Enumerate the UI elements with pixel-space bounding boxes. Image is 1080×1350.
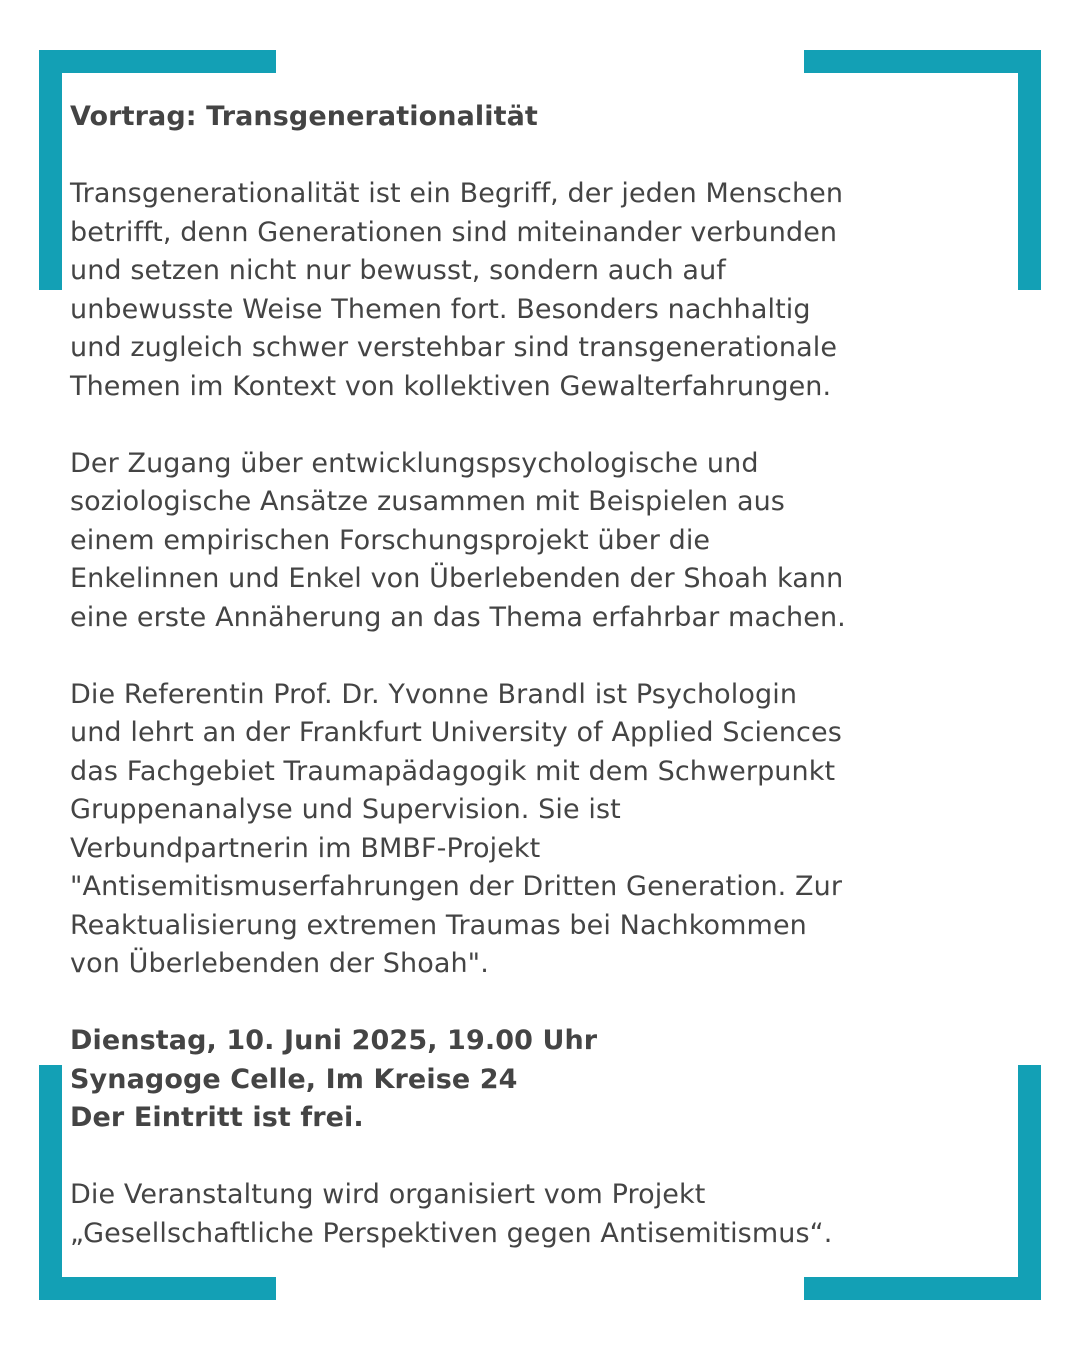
approach-line: Der Zugang über entwicklungspsychologische und [70,447,759,479]
approach-line: eine erste Annäherung an das Thema erfahrbar machen. [70,601,846,633]
frame-corner-bottom-right-vertical [1018,1065,1041,1300]
event-date: Dienstag, 10. Juni 2025, 19.00 Uhr [70,1025,598,1056]
speaker-line: "Antisemitismuserfahrungen der Dritten Generation. Zur [70,871,843,902]
approach-paragraph [70,445,1015,638]
frame-corner-top-right-vertical [1018,50,1041,290]
organizer-paragraph [70,1176,1015,1253]
speaker-line: Verbundpartnerin im BMBF-Projekt [70,832,541,864]
page-title [70,98,1015,137]
frame-corner-top-right-horizontal [804,50,1041,73]
intro-line: unbewusste Weise Themen fort. Besonders nachhaltig [70,293,811,325]
intro-line: Themen im Kontext von kollektiven Gewalterfahrungen. [70,370,832,402]
speaker-paragraph [70,676,1015,984]
event-location: Synagoge Celle, Im Kreise 24 [70,1063,518,1095]
intro-paragraph [70,175,1015,406]
frame-corner-bottom-left-horizontal [39,1277,276,1300]
event-details [70,1022,1015,1138]
speaker-line: das Fachgebiet Traumapädagogik mit dem Schwerpunkt [70,755,836,787]
approach-line: Enkelinnen und Enkel von Überlebenden der Shoah kann [70,563,844,594]
speaker-line: Gruppenanalyse und Supervision. Sie ist [70,794,621,825]
frame-corner-bottom-left-vertical [39,1065,62,1300]
approach-line: soziologische Ansätze zusammen mit Beispielen aus [70,486,785,517]
speaker-line: Die Referentin Prof. Dr. Yvonne Brandl ist Psychologin [70,678,798,710]
intro-line: und zugleich schwer verstehbar sind transgenerationale [70,332,838,363]
speaker-line: von Überlebenden der Shoah". [70,948,489,979]
intro-line: Transgenerationalität ist ein Begriff, der jeden Menschen [70,178,844,209]
organizer-line: Die Veranstaltung wird organisiert vom Projekt [70,1179,706,1210]
approach-line: einem empirischen Forschungsprojekt über die [70,524,711,556]
intro-line: betrifft, denn Generationen sind miteinander verbunden [70,216,838,248]
announcement-text [70,98,1015,1253]
speaker-line: und lehrt an der Frankfurt University of Applied Sciences [70,717,842,748]
frame-corner-top-left-horizontal [39,50,276,73]
organizer-line: „Gesellschaftliche Perspektiven gegen Antisemitismus“. [70,1217,833,1249]
event-admission: Der Eintritt ist frei. [70,1102,364,1133]
intro-line: und setzen nicht nur bewusst, sondern auch auf [70,255,726,286]
title-line: Vortrag: Transgenerationalität [70,101,538,132]
speaker-line: Reaktualisierung extremen Traumas bei Nachkommen [70,909,807,941]
frame-corner-bottom-right-horizontal [804,1277,1041,1300]
frame-corner-top-left-vertical [39,50,62,290]
